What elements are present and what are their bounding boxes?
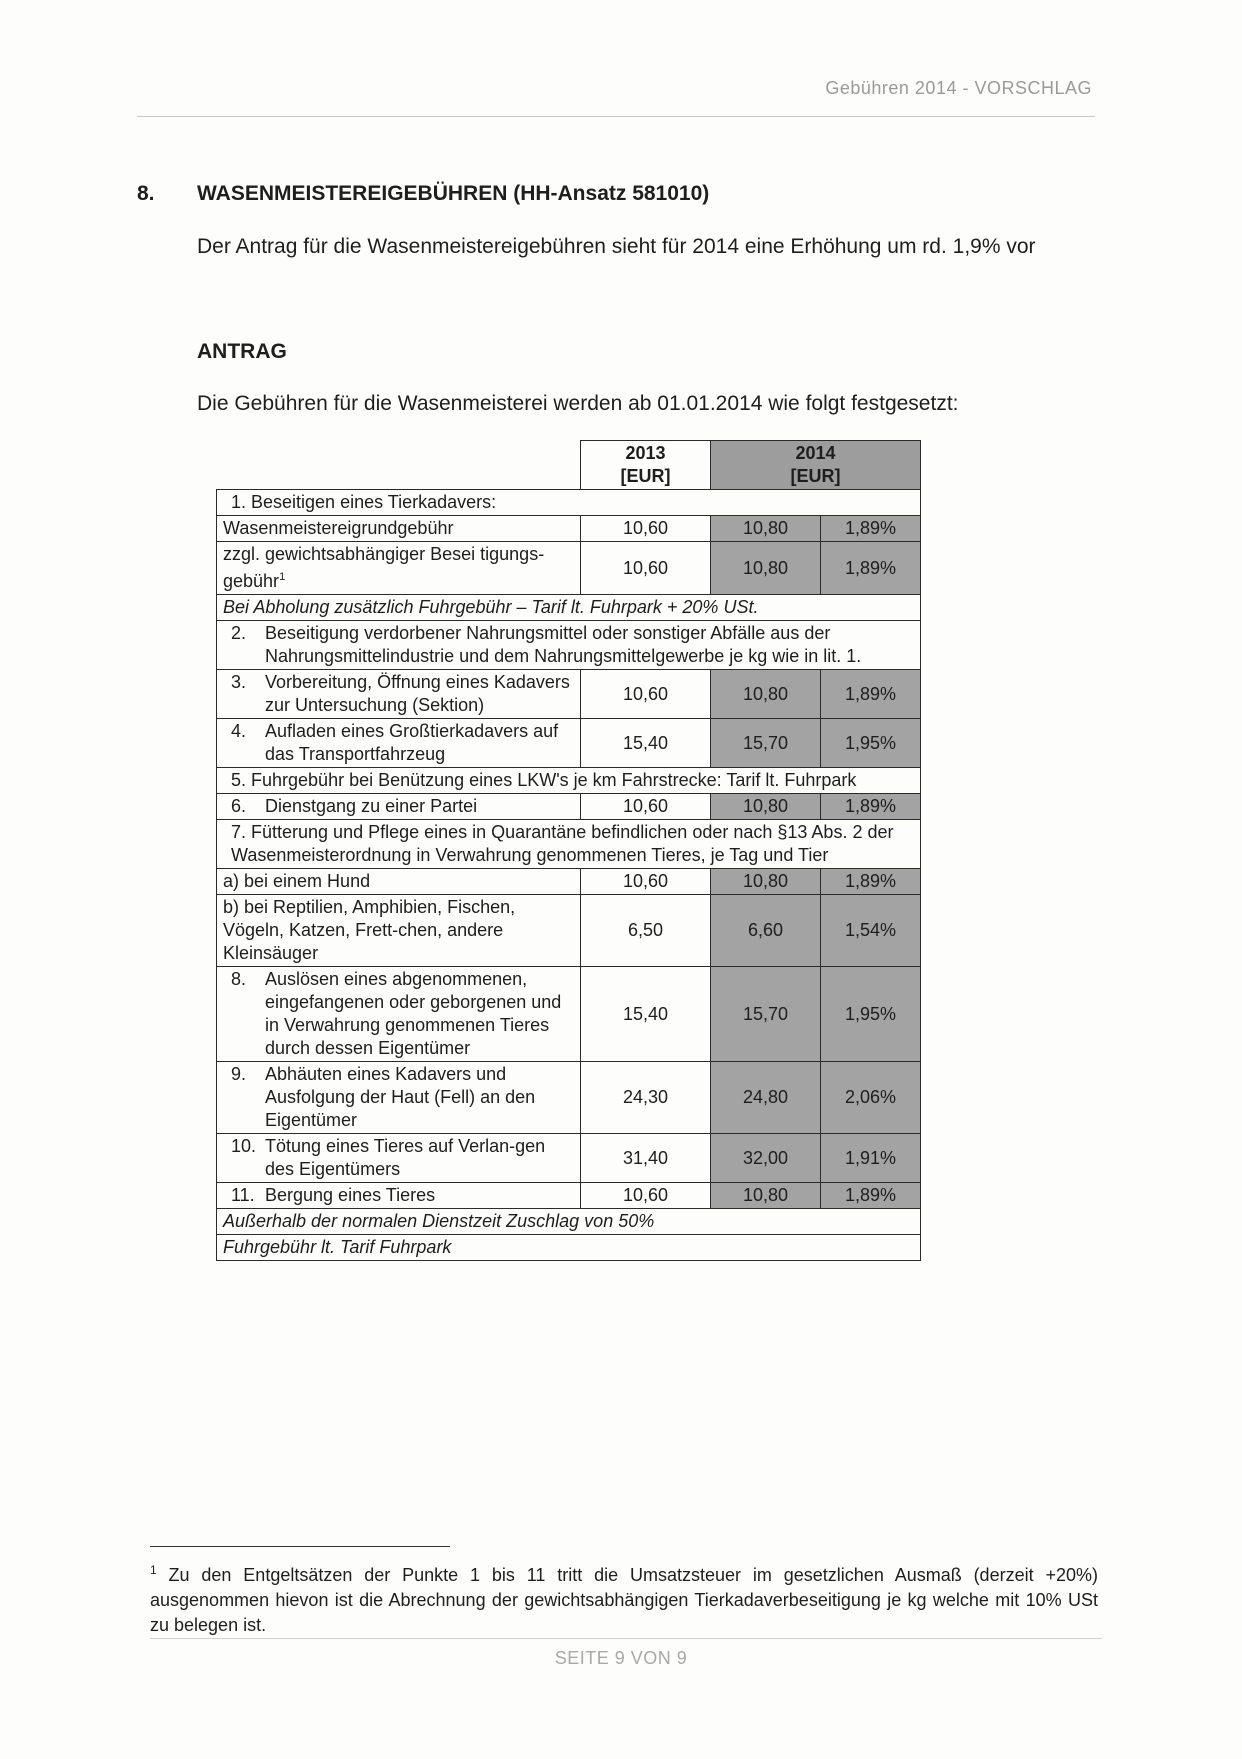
row-10-2014: 32,00 <box>711 1134 821 1183</box>
table-row <box>217 895 921 967</box>
row-1b-2014: 10,80 <box>711 542 821 595</box>
row-8-text: Auslösen eines abgenommenen, eingefangenen oder geborgenen und in Verwahrung genommenen Tieres durch dessen Eigentümer <box>265 969 562 1058</box>
table-row <box>217 967 921 1062</box>
section-number: 8. <box>137 182 155 205</box>
row-2-cell <box>217 621 921 670</box>
row-5-text: 5. Fuhrgebühr bei Benützung eines LKW's je km Fahrstrecke: Tarif lt. Fuhrpark <box>217 768 921 794</box>
decree-text: Die Gebühren für die Wasenmeisterei werden ab 01.01.2014 wie folgt festgesetzt: <box>197 392 959 415</box>
row-6-number: 6. <box>231 796 247 816</box>
row-11-2014: 10,80 <box>711 1183 821 1209</box>
row-11-2013: 10,60 <box>581 1183 711 1209</box>
row-3-pct: 1,89% <box>821 670 921 719</box>
table-row <box>217 768 921 794</box>
footnote-marker: 1 <box>150 1563 157 1577</box>
row-7a-pct: 1,89% <box>821 869 921 895</box>
column-header-2014: 2014 [EUR] <box>711 441 921 490</box>
row-2-text: Beseitigung verdorbener Nahrungsmittel oder sonstiger Abfälle aus der Nahrungsmittelindustrie und dem Nahrungsmittelgewerbe je kg wie in lit. 1. <box>265 623 862 666</box>
table-row <box>217 542 921 595</box>
table-row <box>217 670 921 719</box>
row-4-cell <box>217 719 581 768</box>
header-blank-cell <box>217 441 581 490</box>
row-3-2014: 10,80 <box>711 670 821 719</box>
table-row <box>217 516 921 542</box>
row-6-2013: 10,60 <box>581 794 711 820</box>
transport-note: Fuhrgebühr lt. Tarif Fuhrpark <box>217 1235 921 1261</box>
row-9-2014: 24,80 <box>711 1062 821 1134</box>
fee-table <box>216 440 921 1261</box>
row-4-number: 4. <box>231 721 247 741</box>
row-9-number: 9. <box>231 1064 247 1084</box>
table-row <box>217 595 921 621</box>
row-1a-2014: 10,80 <box>711 516 821 542</box>
row-10-cell <box>217 1134 581 1183</box>
row-6-2014: 10,80 <box>711 794 821 820</box>
table-row <box>217 719 921 768</box>
column-header-2013: 2013 [EUR] <box>581 441 711 490</box>
page-number: SEITE 9 VON 9 <box>554 1648 688 1668</box>
row-1b-pct: 1,89% <box>821 542 921 595</box>
table-row <box>217 1062 921 1134</box>
row-1a-label: Wasenmeistereigrundgebühr <box>217 516 581 542</box>
row-6-cell <box>217 794 581 820</box>
row-6-pct: 1,89% <box>821 794 921 820</box>
row-4-2013: 15,40 <box>581 719 711 768</box>
row-7b-2013: 6,50 <box>581 895 711 967</box>
row-9-cell <box>217 1062 581 1134</box>
row-11-pct: 1,89% <box>821 1183 921 1209</box>
surcharge-note: Außerhalb der normalen Dienstzeit Zuschlag von 50% <box>217 1209 921 1235</box>
row-8-number: 8. <box>231 969 247 989</box>
row-9-2013: 24,30 <box>581 1062 711 1134</box>
row-7b-2014: 6,60 <box>711 895 821 967</box>
row-3-text: Vorbereitung, Öffnung eines Kadavers zur Untersuchung (Sektion) <box>265 672 570 715</box>
row-10-pct: 1,91% <box>821 1134 921 1183</box>
table-header-row <box>217 441 921 490</box>
row-8-cell <box>217 967 581 1062</box>
footnote-text: Zu den Entgeltsätzen der Punkte 1 bis 11 tritt die Umsatzsteuer im gesetzlichen Ausmaß (derzeit +20%) ausgenommen hievon ist die Abrechnung der gewichtsabhängigen Tierkadaverbeseitigung je kg welche mit 10% USt zu belegen ist. <box>150 1565 1098 1635</box>
row-1a-2013: 10,60 <box>581 516 711 542</box>
row-7a-2014: 10,80 <box>711 869 821 895</box>
row-8-pct: 1,95% <box>821 967 921 1062</box>
intro-paragraph: Der Antrag für die Wasenmeistereigebühren sieht für 2014 eine Erhöhung um rd. 1,9% vor <box>197 235 1036 258</box>
row-11-number: 11. <box>231 1185 255 1205</box>
table-row <box>217 1209 921 1235</box>
row-7-text: 7. Fütterung und Pflege eines in Quarantäne befindlichen oder nach §13 Abs. 2 der Wasenmeisterordnung in Verwahrung genommenen Tieres, je Tag und Tier <box>217 820 921 869</box>
table-row <box>217 820 921 869</box>
footer-rule <box>150 1638 1102 1639</box>
row-11-text: Bergung eines Tieres <box>265 1185 436 1205</box>
footnote <box>150 1558 1098 1638</box>
row-9-pct: 2,06% <box>821 1062 921 1134</box>
row-7b-label: b) bei Reptilien, Amphibien, Fischen, Vögeln, Katzen, Frett-chen, andere Kleinsäuger <box>217 895 581 967</box>
antrag-heading: ANTRAG <box>197 340 287 363</box>
table-row <box>217 1235 921 1261</box>
row-10-2013: 31,40 <box>581 1134 711 1183</box>
row-8-2013: 15,40 <box>581 967 711 1062</box>
row-1a-pct: 1,89% <box>821 516 921 542</box>
row-10-text: Tötung eines Tieres auf Verlan-gen des Eigentümers <box>265 1136 546 1179</box>
row-1b-label-cell <box>217 542 581 595</box>
row-3-2013: 10,60 <box>581 670 711 719</box>
row-9-text: Abhäuten eines Kadavers und Ausfolgung der Haut (Fell) an den Eigentümer <box>265 1064 536 1130</box>
header-rule <box>137 116 1095 117</box>
row-10-number: 10. <box>231 1136 257 1156</box>
row-4-2014: 15,70 <box>711 719 821 768</box>
running-header: Gebühren 2014 - VORSCHLAG <box>825 78 1092 98</box>
row-6-text: Dienstgang zu einer Partei <box>265 796 478 816</box>
row-8-2014: 15,70 <box>711 967 821 1062</box>
table-row <box>217 490 921 516</box>
table-row <box>217 1134 921 1183</box>
row-4-pct: 1,95% <box>821 719 921 768</box>
table-row <box>217 869 921 895</box>
footnote-rule <box>150 1546 450 1547</box>
row-7a-2013: 10,60 <box>581 869 711 895</box>
table-row <box>217 794 921 820</box>
footnote-ref: 1 <box>279 571 286 583</box>
row-3-cell <box>217 670 581 719</box>
row-7b-pct: 1,54% <box>821 895 921 967</box>
row-2-number: 2. <box>231 623 247 643</box>
row-1b-label: zzgl. gewichtsabhängiger Besei tigungs-gebühr <box>223 544 545 591</box>
table-row <box>217 1183 921 1209</box>
row-1b-2013: 10,60 <box>581 542 711 595</box>
table-row <box>217 621 921 670</box>
row-3-number: 3. <box>231 672 247 692</box>
section-title: WASENMEISTEREIGEBÜHREN (HH-Ansatz 581010) <box>197 182 710 205</box>
section-heading <box>137 182 709 206</box>
row-1-title: 1. Beseitigen eines Tierkadavers: <box>217 490 921 516</box>
row-4-text: Aufladen eines Großtierkadavers auf das Transportfahrzeug <box>265 721 559 764</box>
row-1-note: Bei Abholung zusätzlich Fuhrgebühr – Tarif lt. Fuhrpark + 20% USt. <box>217 595 921 621</box>
row-11-cell <box>217 1183 581 1209</box>
row-7a-label: a) bei einem Hund <box>217 869 581 895</box>
